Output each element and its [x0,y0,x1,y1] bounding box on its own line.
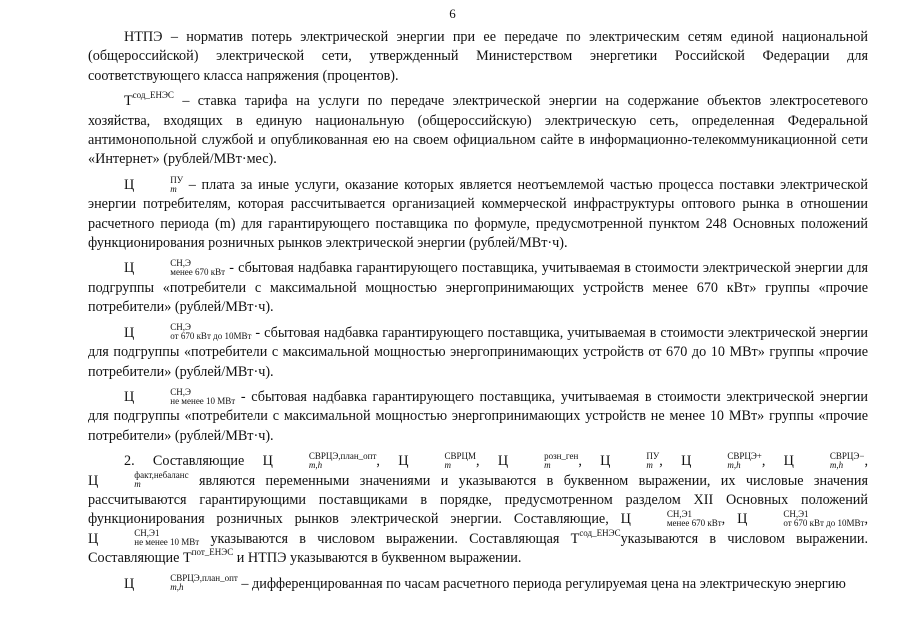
paragraph-other-services-fee: Ц ПУ m – плата за иные услуги, оказание которых является неотъемлемой частью процесса поставки электрической энергии потребителям, которая рассчитывается организацией коммерческой инфраструктуры оптового рынка в отношении расчетного периода (m) для гарантирующего поставщика по формуле, предусмотренной пунктом 248 Основных положений функционирования розничных рынков электрической энергии (рублей/МВт·ч). [88,174,868,252]
paragraph-regulated-price: Ц СВРЦЭ,план_опт m,h – дифференцированная по часам расчетного периода регулируемая цена на электрическую энергию [124,573,846,593]
paragraph-markup-670-to-10: Ц СН,Э от 670 кВт до 10МВт - сбытовая надбавка гарантирующего поставщика, учитываемая в стоимости электрической энергии для подгруппы «потребители с максимальной мощностью энергопринимающих устройств от 670 до 10 МВт» группы «прочие потребители» (рублей/МВт·ч). [88,322,868,380]
symbol-t-sod-enes: $Т^{сод\_ЕНЭС}$ [124,90,174,110]
symbol-t-pot-enes: $Т^{пот\_ЕНЭС}$ [182,547,234,567]
symbol-t-sod-enes-2: $Т^{сод\_ЕНЭС}$ [570,527,621,547]
markup-symbol-list: Ц СН,Э1 менее 670 кВт , Ц СН,Э1 от 670 кВт до 10МВт , Ц СН,Э1 не менее 10 МВт [88,509,868,548]
component-symbol-4: Ц ПУ m [600,450,660,470]
symbol-c-sn-670-to-10: Ц СН,Э от 670 кВт до 10МВт [124,322,252,342]
symbol-c-sn-under-670: Ц СН,Э менее 670 кВт [124,258,226,278]
component-symbol-3: Ц розн_ген m [497,450,579,470]
markup-symbol-1: Ц СН,Э1 менее 670 кВт [620,509,722,529]
paragraph-tariff-rate: $Т^{сод\_ЕНЭС}$ – ставка тарифа на услуги по передаче электрической энергии на содержание объектов электросетевого хозяйства, входящих в единую национальную (общероссийскую) электрическую сеть, определенная Федеральной антимонопольной службой и опубликованная ею на своем официальном сайте в информационно-телекоммуникационной сети «Интернет» (рублей/МВт·мес). [88,90,868,168]
paragraph-ntpe: НТПЭ – норматив потерь электрической энергии при ее передаче по электрическим сетям единой национальной (общероссийской) электрической сети, утвержденный Министерством энергетики Российской Федерации для соответствующего класса напряжения (процентов). [88,29,868,84]
markup-symbol-2: Ц СН,Э1 от 670 кВт до 10МВт [737,509,865,529]
symbol-c-sn-over-10: Ц СН,Э не менее 10 МВт [124,386,236,406]
symbol-c-pu: Ц ПУ m [124,174,184,194]
markup-symbol-3: Ц СН,Э1 не менее 10 МВт [88,528,200,548]
paragraph-markup-over-10: Ц СН,Э не менее 10 МВт - сбытовая надбавка гарантирующего поставщика, учитываемая в стоимости электрической энергии для подгруппы «потребители с максимальной мощностью энергопринимающих устройств не менее 10 МВт» группы «прочие потребители» (рублей/МВт·ч). [88,386,868,444]
symbol-c-svrce-plan: Ц СВРЦЭ,план_опт m,h [124,573,238,593]
component-symbol-2: Ц СВРЦМ m [398,450,476,470]
page-number: 6 [449,6,456,21]
paragraph-components: 2. Составляющие Ц СВРЦЭ,план_опт m,h , Ц СВРЦМ m , Ц розн_ген m , Ц ПУ m , Ц СВРЦЭ+ m,h , Ц СВРЦЭ− m,h , Ц факт,небаланс m являются переменными значениями и указываются в буквенном выражении, их числовые значения рассчитываются гарантирующими поставщиками в порядке, предусмотренном разделом XII Основных положений функционирования розничных рынков электрической энергии. Составляющие, Ц СН,Э1 менее 670 кВт , Ц СН,Э1 от 670 кВт до 10МВт , Ц СН,Э1 не менее 10 МВт указываются в числовом выражении. Составляющая $Т^{сод\_ЕНЭС}указываются$ в числовом выражении. Составляющие $Т^{пот\_ЕНЭС}$ и НТПЭ указываются в буквенном выражении. [88,450,868,567]
component-symbol-6: Ц СВРЦЭ− m,h [783,450,865,470]
paragraph-markup-under-670: Ц СН,Э менее 670 кВт - сбытовая надбавка гарантирующего поставщика, учитываемая в стоимости электрической энергии для подгруппы «потребители с максимальной мощностью энергопринимающих устройств менее 670 кВт» группы «прочие потребители» (рублей/МВт·ч). [88,258,868,316]
component-symbol-7: Ц факт,небаланс m [88,470,189,490]
components-symbol-list: Ц СВРЦЭ,план_опт m,h , Ц СВРЦМ m , Ц розн_ген m , Ц ПУ m , Ц СВРЦЭ+ m,h , Ц СВРЦЭ− m,h , Ц факт,небаланс m [88,450,868,490]
document-body [88,28,868,594]
component-symbol-5: Ц СВРЦЭ+ m,h [681,450,762,470]
component-symbol-1: Ц СВРЦЭ,план_опт m,h [262,450,377,470]
